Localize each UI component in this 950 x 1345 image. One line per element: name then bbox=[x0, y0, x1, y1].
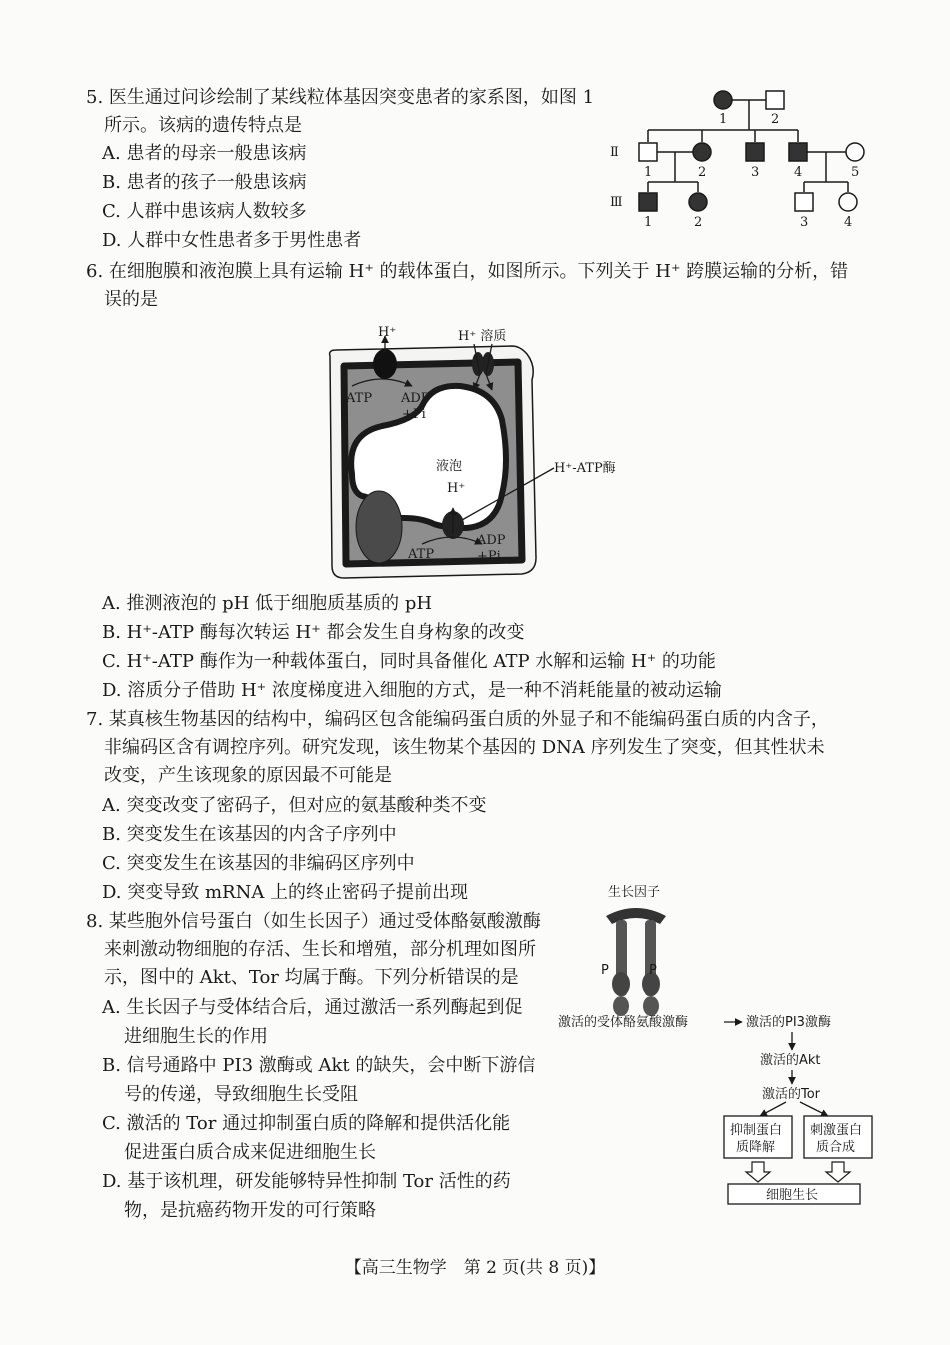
num-II2: 2 bbox=[698, 165, 707, 180]
pedigree-II1-normal-male bbox=[639, 143, 657, 161]
box2-line2: 质合成 bbox=[816, 1140, 856, 1155]
signaling-pathway-diagram bbox=[556, 880, 886, 1210]
label-h-inner: H⁺ bbox=[447, 481, 466, 496]
num-I2: 2 bbox=[771, 112, 780, 127]
nucleus bbox=[356, 491, 402, 563]
q8-option-c-line2: 促进蛋白质合成来促进细胞生长 bbox=[124, 1142, 376, 1163]
label-adp-bottom: ADP bbox=[477, 533, 506, 548]
num-II1: 1 bbox=[644, 165, 653, 180]
phospho-left: P bbox=[601, 963, 609, 978]
q5-stem-line2: 所示。该病的遗传特点是 bbox=[104, 115, 302, 136]
q5-option-a: A. 患者的母亲一般患该病 bbox=[102, 143, 307, 164]
q7-stem-line3: 改变，产生该现象的原因最不可能是 bbox=[104, 765, 392, 786]
q5-option-d: D. 人群中女性患者多于男性患者 bbox=[102, 230, 362, 251]
pedigree-III1-affected-male bbox=[639, 193, 657, 211]
num-II4: 4 bbox=[794, 165, 803, 180]
num-III3: 3 bbox=[800, 215, 809, 230]
pedigree-II4-affected-male bbox=[789, 143, 807, 161]
q5-option-c: C. 人群中患该病人数较多 bbox=[102, 201, 307, 222]
pedigree-III3-normal-male bbox=[795, 193, 813, 211]
box2-line1: 刺激蛋白 bbox=[810, 1123, 863, 1138]
pedigree-I2-normal-male bbox=[766, 91, 784, 109]
label-activated-receptor: 激活的受体酪氨酸激酶 bbox=[558, 1015, 689, 1030]
label-cell-growth: 细胞生长 bbox=[766, 1188, 819, 1203]
q8-stem-line1: 8. 某些胞外信号蛋白（如生长因子）通过受体酪氨酸激酶 bbox=[86, 911, 541, 932]
q6-stem-line1: 6. 在细胞膜和液泡膜上具有运输 H⁺ 的载体蛋白，如图所示。下列关于 H⁺ 跨膜运输的分析，错 bbox=[86, 261, 849, 282]
q6-stem-line2: 误的是 bbox=[104, 289, 158, 310]
q8-option-d-line2: 物，是抗癌药物开发的可行策略 bbox=[124, 1200, 376, 1221]
num-II5: 5 bbox=[851, 165, 860, 180]
q8-option-a-line2: 进细胞生长的作用 bbox=[124, 1026, 268, 1047]
q7-stem-line2: 非编码区含有调控序列。研究发现，该生物某个基因的 DNA 序列发生了突变，但其性状未 bbox=[104, 737, 825, 758]
q7-option-b: B. 突变发生在该基因的内含子序列中 bbox=[102, 824, 397, 845]
box1-line1: 抑制蛋白 bbox=[730, 1123, 783, 1138]
q6-option-b: B. H⁺-ATP 酶每次转运 H⁺ 都会发生自身构象的改变 bbox=[102, 622, 525, 643]
pedigree-II3-affected-male bbox=[746, 143, 764, 161]
pedigree-II2-affected-female bbox=[693, 143, 711, 161]
q8-option-a-line1: A. 生长因子与受体结合后，通过激活一系列酶起到促 bbox=[102, 997, 523, 1018]
label-pi-top: +Pi bbox=[402, 407, 426, 422]
q6-option-d: D. 溶质分子借助 H⁺ 浓度梯度进入细胞的方式，是一种不消耗能量的被动运输 bbox=[102, 680, 722, 701]
label-h-solute: H⁺ 溶质 bbox=[458, 329, 507, 344]
num-III2: 2 bbox=[694, 215, 703, 230]
q5-stem-line1: 5. 医生通过问诊绘制了某线粒体基因突变患者的家系图，如图 1 bbox=[86, 87, 595, 108]
q5-option-b: B. 患者的孩子一般患该病 bbox=[102, 172, 307, 193]
label-atp-bottom: ATP bbox=[408, 547, 435, 562]
label-adp-top: ADP bbox=[401, 391, 430, 406]
num-III1: 1 bbox=[644, 215, 653, 230]
num-II3: 3 bbox=[751, 165, 760, 180]
label-atp-top: ATP bbox=[346, 391, 373, 406]
label-h-atpase: H⁺-ATP酶 bbox=[554, 461, 616, 476]
q6-option-a: A. 推测液泡的 pH 低于细胞质基质的 pH bbox=[102, 593, 433, 614]
gen-label-2: Ⅱ bbox=[610, 145, 619, 160]
q8-stem-line3: 示，图中的 Akt、Tor 均属于酶。下列分析错误的是 bbox=[104, 967, 519, 988]
q7-option-c: C. 突变发生在该基因的非编码区序列中 bbox=[102, 853, 415, 874]
pedigree-III4-normal-female bbox=[839, 193, 857, 211]
pedigree-I1-affected-female bbox=[714, 91, 732, 109]
label-akt: 激活的Akt bbox=[760, 1053, 821, 1068]
hollow-arrow-left bbox=[746, 1162, 770, 1182]
pedigree-diagram bbox=[600, 82, 880, 232]
hollow-arrow-right bbox=[826, 1162, 850, 1182]
q6-option-c: C. H⁺-ATP 酶作为一种载体蛋白，同时具备催化 ATP 水解和运输 H⁺ 的功能 bbox=[102, 651, 716, 672]
label-tor: 激活的Tor bbox=[762, 1087, 821, 1102]
label-vacuole: 液泡 bbox=[436, 459, 463, 474]
label-growth-factor: 生长因子 bbox=[608, 885, 661, 900]
num-III4: 4 bbox=[844, 215, 853, 230]
label-pi-bottom: +Pi bbox=[477, 549, 501, 564]
num-I1: 1 bbox=[719, 112, 728, 127]
page-footer: 【高三生物学 第 2 页(共 8 页)】 bbox=[344, 1258, 606, 1278]
q7-option-a: A. 突变改变了密码子，但对应的氨基酸种类不变 bbox=[102, 795, 487, 816]
q8-option-c-line1: C. 激活的 Tor 通过抑制蛋白质的降解和提供活化能 bbox=[102, 1113, 511, 1134]
q7-option-d: D. 突变导致 mRNA 上的终止密码子提前出现 bbox=[102, 882, 469, 903]
label-h-top: H⁺ bbox=[378, 325, 397, 340]
label-pi3k: 激活的PI3激酶 bbox=[746, 1015, 831, 1030]
q8-option-b-line2: 号的传递，导致细胞生长受阻 bbox=[124, 1084, 358, 1105]
cell-membrane-diagram bbox=[322, 322, 642, 584]
gen-label-3: Ⅲ bbox=[610, 195, 623, 210]
box1-line2: 质降解 bbox=[736, 1140, 776, 1155]
q7-stem-line1: 7. 某真核生物基因的结构中，编码区包含能编码蛋白质的外显子和不能编码蛋白质的内含子， bbox=[86, 709, 829, 730]
pedigree-II5-normal-female bbox=[846, 143, 864, 161]
proton-pump-membrane bbox=[373, 349, 397, 379]
receptor-tyrosine-kinase bbox=[606, 908, 666, 1016]
q8-option-d-line1: D. 基于该机理，研发能够特异性抑制 Tor 活性的药 bbox=[102, 1171, 511, 1192]
q8-option-b-line1: B. 信号通路中 PI3 激酶或 Akt 的缺失，会中断下游信 bbox=[102, 1055, 536, 1076]
pedigree-III2-affected-female bbox=[689, 193, 707, 211]
q8-stem-line2: 来刺激动物细胞的存活、生长和增殖，部分机理如图所 bbox=[104, 939, 536, 960]
phospho-right: P bbox=[649, 963, 657, 978]
